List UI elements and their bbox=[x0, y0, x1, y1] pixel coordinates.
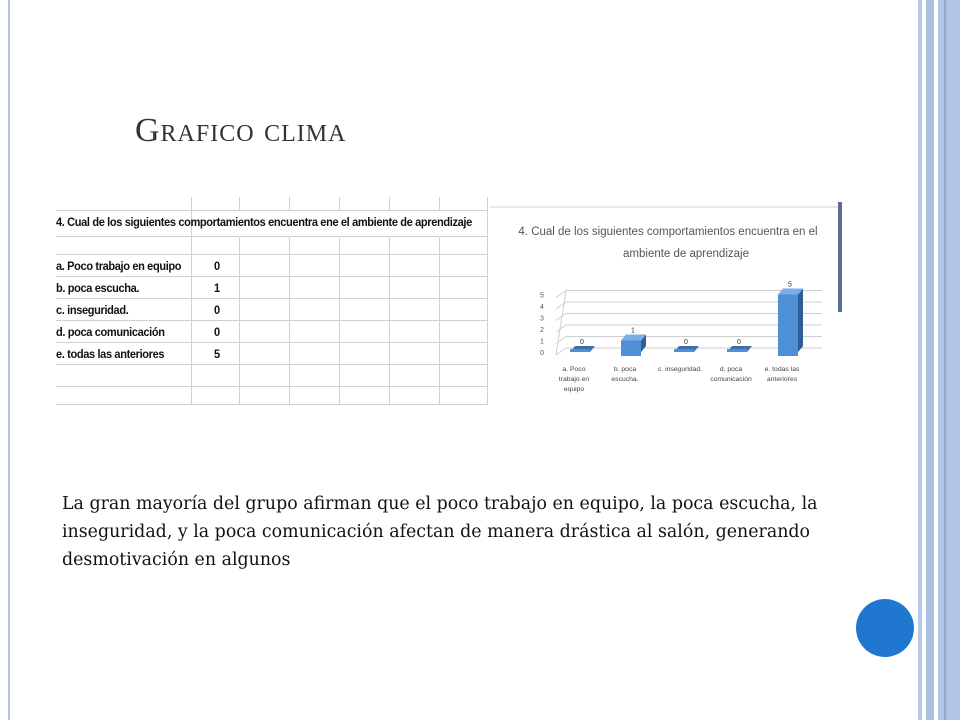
sheet-row-label: a. Poco trabajo en equipo bbox=[56, 259, 182, 273]
sheet-cell bbox=[340, 197, 390, 211]
chart-category-label: d. poca bbox=[719, 366, 743, 373]
chart-category-label: a. Poco bbox=[562, 366, 586, 373]
chart-ytick-label: 2 bbox=[540, 327, 544, 334]
sheet-cell bbox=[240, 255, 290, 277]
sheet-cell bbox=[390, 321, 440, 343]
chart-bar bbox=[621, 341, 641, 357]
chart-scroll-edge bbox=[838, 202, 842, 312]
chart-data-label: 0 bbox=[684, 339, 688, 346]
chart-bar-side bbox=[798, 289, 803, 353]
sheet-cell bbox=[290, 343, 340, 365]
sheet-cell bbox=[390, 255, 440, 277]
sheet-cell bbox=[390, 365, 440, 387]
sheet-cell bbox=[290, 387, 340, 405]
sheet-cell bbox=[290, 365, 340, 387]
sheet-cell bbox=[440, 387, 488, 405]
sheet-cell bbox=[340, 365, 390, 387]
chart-data-label: 0 bbox=[580, 339, 584, 346]
sheet-cell bbox=[340, 277, 390, 299]
sheet-cell bbox=[440, 321, 488, 343]
chart-ytick-label: 3 bbox=[540, 315, 544, 323]
sheet-cell bbox=[240, 387, 290, 405]
slide-frame-right-band bbox=[926, 0, 934, 720]
chart-bar bbox=[778, 295, 798, 357]
sheet-row-value: 1 bbox=[214, 281, 220, 295]
chart-category-label: equipo bbox=[563, 386, 585, 393]
chart-image bbox=[490, 200, 840, 405]
chart-title-line2: ambiente de aprendizaje bbox=[623, 248, 749, 260]
sheet-cell bbox=[290, 277, 340, 299]
chart-category-label: comunicación bbox=[710, 376, 752, 383]
decorative-circle bbox=[856, 599, 914, 657]
sheet-row-value: 0 bbox=[214, 325, 220, 339]
spreadsheet-image bbox=[56, 197, 488, 405]
sheet-cell bbox=[440, 343, 488, 365]
sheet-cell bbox=[192, 365, 240, 387]
sheet-cell bbox=[290, 197, 340, 211]
sheet-question: 4. Cual de los siguientes comportamientos encuentra ene el ambiente de aprendizaje bbox=[56, 215, 472, 229]
chart-category-label: anteriores bbox=[766, 376, 798, 383]
chart-data-label: 5 bbox=[788, 281, 792, 289]
sheet-cell bbox=[340, 237, 390, 255]
sheet-cell bbox=[390, 277, 440, 299]
sheet-cell bbox=[340, 321, 390, 343]
chart-ytick-label: 0 bbox=[540, 350, 544, 357]
sheet-row-label: e. todas las anteriores bbox=[56, 347, 165, 361]
sheet-cell bbox=[290, 299, 340, 321]
chart-category-label: e. todas las bbox=[764, 366, 800, 373]
bar-chart bbox=[490, 200, 840, 405]
sheet-cell bbox=[440, 299, 488, 321]
chart-data-label: 1 bbox=[631, 327, 635, 335]
sheet-cell bbox=[440, 237, 488, 255]
sheet-cell bbox=[56, 387, 192, 405]
slide-frame-left bbox=[8, 0, 10, 720]
sheet-cell bbox=[240, 365, 290, 387]
sheet-cell bbox=[440, 255, 488, 277]
sheet-cell bbox=[240, 321, 290, 343]
sheet-cell bbox=[390, 299, 440, 321]
sheet-cell bbox=[240, 237, 290, 255]
sheet-row-value: 0 bbox=[214, 303, 220, 317]
chart-gridline-slant bbox=[556, 291, 566, 298]
sheet-cell bbox=[340, 343, 390, 365]
chart-ytick-label: 4 bbox=[540, 304, 544, 311]
chart-bar bbox=[674, 349, 694, 352]
sheet-cell bbox=[340, 255, 390, 277]
slide-frame-right-outer bbox=[938, 0, 960, 720]
sheet-cell bbox=[390, 197, 440, 211]
chart-data-label: 0 bbox=[737, 339, 741, 346]
slide-body-text: La gran mayoría del grupo afirman que el poco trabajo en equipo, la poca escucha, la inseguridad, y la poca comunicación afectan de manera drástica al salón, generando desmotivación en algunos bbox=[62, 494, 818, 570]
sheet-cell bbox=[56, 237, 192, 255]
sheet-cell bbox=[240, 277, 290, 299]
sheet-cell bbox=[240, 197, 290, 211]
sheet-row-value: 5 bbox=[214, 347, 220, 361]
sheet-cell bbox=[440, 365, 488, 387]
chart-gridline-slant bbox=[556, 325, 566, 332]
sheet-row-value: 0 bbox=[214, 259, 220, 273]
chart-bar bbox=[570, 349, 590, 352]
sheet-cell bbox=[440, 197, 488, 211]
chart-bar bbox=[727, 349, 747, 352]
sheet-cell bbox=[290, 321, 340, 343]
sheet-cell bbox=[192, 197, 240, 211]
chart-category-label: escucha. bbox=[611, 376, 639, 383]
sheet-cell bbox=[56, 365, 192, 387]
sheet-row-label: d. poca comunicación bbox=[56, 325, 165, 339]
slide-title: Grafico clima bbox=[135, 112, 347, 149]
chart-category-label: b. poca bbox=[613, 366, 637, 373]
sheet-row-label: b. poca escucha. bbox=[56, 281, 140, 295]
chart-back-wall-edge bbox=[556, 291, 566, 356]
chart-category-label: trabajo en bbox=[558, 376, 590, 383]
slide-frame-right-line bbox=[944, 0, 946, 720]
sheet-cell bbox=[56, 197, 192, 211]
chart-category-label: c. inseguridad. bbox=[657, 366, 703, 373]
sheet-cell bbox=[290, 255, 340, 277]
chart-ytick-label: 5 bbox=[540, 292, 544, 300]
sheet-cell bbox=[390, 387, 440, 405]
sheet-row-label: c. inseguridad. bbox=[56, 303, 129, 317]
sheet-cell bbox=[290, 237, 340, 255]
sheet-cell bbox=[240, 299, 290, 321]
chart-title-line1: 4. Cual de los siguientes comportamientos encuentra en el bbox=[518, 226, 818, 238]
sheet-cell bbox=[240, 343, 290, 365]
sheet-cell bbox=[390, 237, 440, 255]
chart-gridline-slant bbox=[556, 348, 566, 355]
sheet-cell bbox=[390, 343, 440, 365]
slide-frame-right bbox=[918, 0, 922, 720]
sheet-cell bbox=[340, 299, 390, 321]
sheet-cell bbox=[340, 387, 390, 405]
sheet-cell bbox=[192, 387, 240, 405]
sheet-cell bbox=[440, 277, 488, 299]
sheet-cell bbox=[192, 237, 240, 255]
chart-gridline-slant bbox=[556, 314, 566, 321]
chart-ytick-label: 1 bbox=[540, 338, 544, 346]
